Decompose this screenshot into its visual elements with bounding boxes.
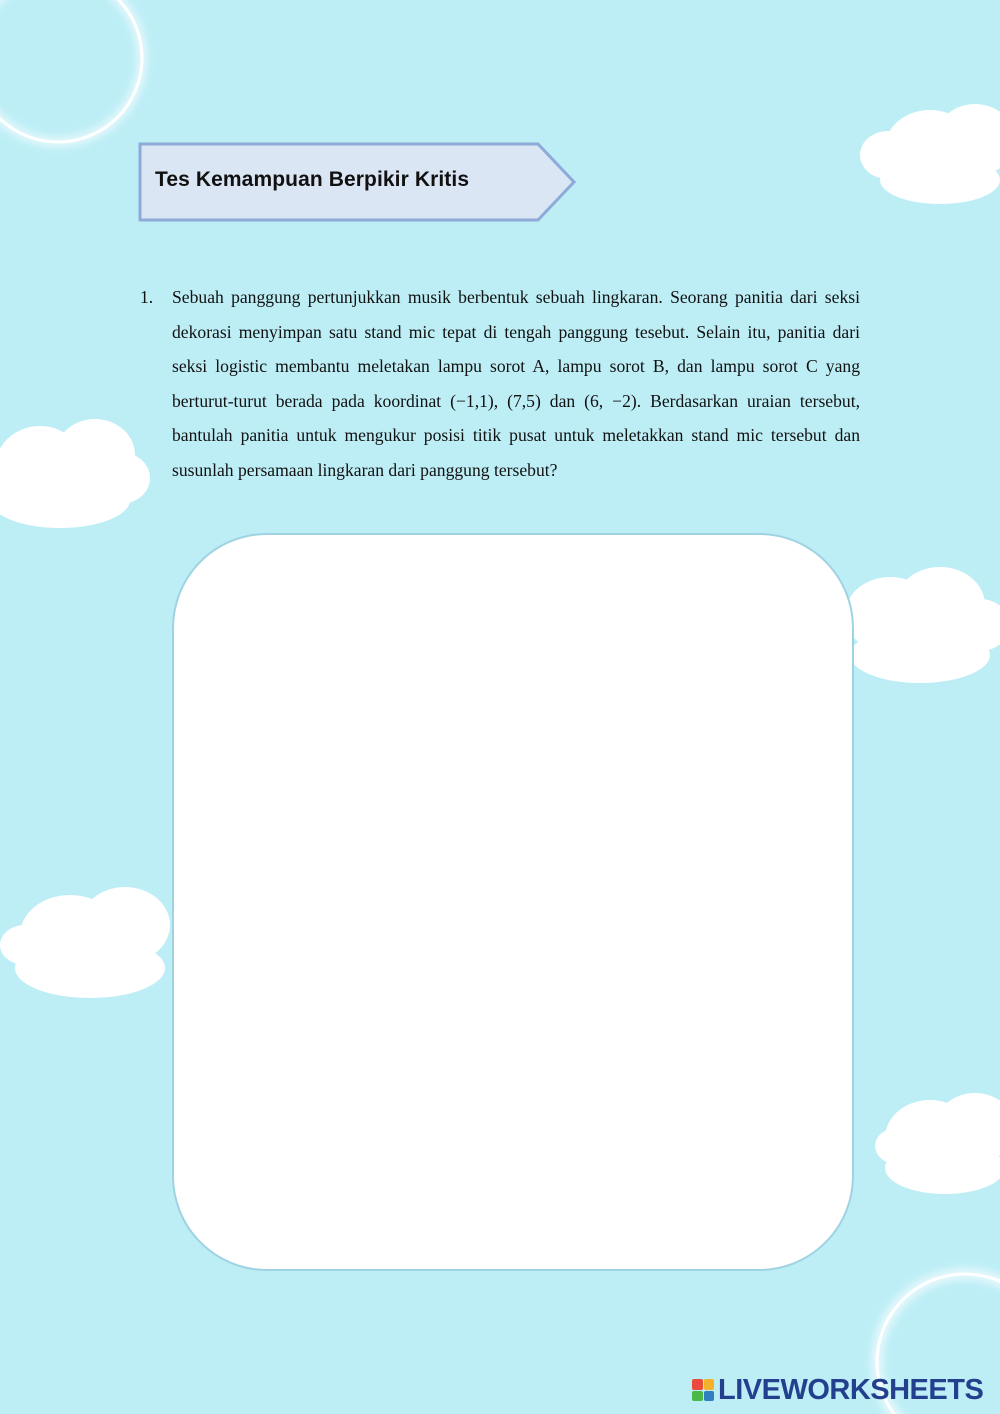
- question-text: Sebuah panggung pertunjukkan musik berbentuk sebuah lingkaran. Seorang panitia dari seksi dekorasi menyimpan satu stand mic tepat di tengah panggung tesebut. Selain itu, panitia dari seksi logistic membantu meletakan lampu sorot A, lampu sorot B, dan lampu sorot C yang berturut-turut berada pada koordinat (−1,1), (7,5) dan (6, −2). Berdasarkan uraian tersebut, bantulah panitia untuk mengukur posisi titik pusat untuk meletakkan stand mic tersebut dan susunlah persamaan lingkaran dari panggung tersebut?: [172, 287, 860, 480]
- cloud-right-middle: [845, 567, 1000, 683]
- liveworksheets-logo-icon: [692, 1379, 714, 1401]
- question-number: 1.: [140, 287, 154, 307]
- answer-box[interactable]: [172, 533, 854, 1271]
- question-item: [140, 280, 860, 488]
- cloud-right-lower: [875, 1093, 1000, 1194]
- cloud-left-middle: [0, 419, 150, 528]
- cloud-top-right: [860, 104, 1000, 204]
- page-title: Tes Kemampuan Berpikir Kritis: [155, 168, 470, 191]
- liveworksheets-logo: [692, 1373, 983, 1407]
- ring-decoration-top-left: [0, 0, 142, 142]
- liveworksheets-logo-text: LIVEWORKSHEETS: [718, 1373, 984, 1406]
- cloud-left-lower: [0, 887, 170, 998]
